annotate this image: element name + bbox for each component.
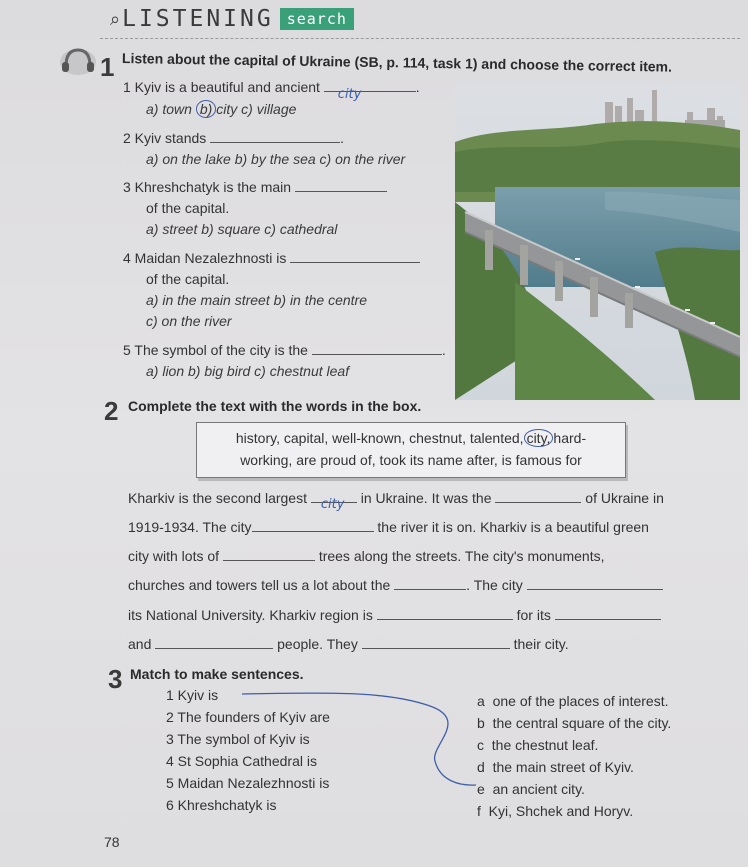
q2-options: a) on the lake b) by the sea c) on the river: [146, 151, 406, 167]
q5-stem: 5 The symbol of the city is the .: [123, 342, 446, 358]
q5-blank: [312, 354, 442, 355]
match-left-2: 2 The founders of Kyiv are: [166, 709, 330, 725]
text-blank-5: [527, 589, 663, 590]
q3-stem-2: of the capital.: [146, 200, 230, 216]
header-rule: [100, 38, 740, 39]
section-title: LISTENING: [122, 6, 274, 32]
q1-circled-b: b): [196, 100, 216, 118]
match-left-3: 3 The symbol of Kyiv is: [166, 731, 310, 747]
match-line-1-to-e: [230, 686, 480, 796]
q4-stem-2: of the capital.: [146, 271, 230, 287]
match-right-f: f Kyi, Shchek and Horyv.: [477, 803, 634, 819]
text-blank-2: [252, 531, 374, 532]
q1-handwritten-answer: city: [337, 87, 362, 102]
text-line-1: Kharkiv is the second largest city in Ukraine. It was the of Ukraine in: [128, 490, 664, 512]
q1-blank: [324, 87, 416, 102]
text-blank-1: [495, 502, 581, 503]
q5-options: a) lion b) big bird c) chestnut leaf: [146, 363, 350, 379]
blank-city-answer: [311, 497, 357, 512]
handwritten-city: city: [320, 497, 345, 512]
q2-blank: [210, 142, 340, 143]
text-line-5: its National University. Kharkiv region is for its: [128, 607, 661, 623]
exercise-2-number: 2: [104, 396, 119, 426]
exercise-1-number: 1: [100, 52, 115, 82]
search-icon: ⌕: [110, 8, 121, 30]
exercise-1-instruction: Listen about the capital of Ukraine (SB, p. 114, task 1) and choose the correct item.: [121, 50, 673, 75]
search-tag: search: [280, 8, 354, 30]
q3-stem: 3 Khreshchatyk is the main: [123, 179, 387, 195]
circled-word-city: city,: [524, 429, 554, 447]
page-number: 78: [104, 834, 120, 850]
text-blank-7: [555, 619, 661, 620]
q3-blank: [295, 191, 387, 192]
match-right-d: d the main street of Kyiv.: [477, 759, 634, 775]
text-line-3: city with lots of trees along the streets. The city's monuments,: [128, 548, 605, 564]
exercise-2-instruction: Complete the text with the words in the box.: [128, 398, 422, 414]
word-box-line-2: working, are proud of, took its name after, is famous for: [240, 452, 582, 468]
q2-stem: 2 Kyiv stands .: [123, 130, 345, 146]
q4-stem: 4 Maidan Nezalezhnosti is: [123, 250, 420, 266]
match-right-b: b the central square of the city.: [477, 715, 672, 731]
exercise-3-instruction: Match to make sentences.: [130, 666, 304, 682]
match-left-6: 6 Khreshchatyk is: [166, 797, 277, 813]
text-blank-4: [394, 589, 466, 590]
match-left-4: 4 St Sophia Cathedral is: [166, 753, 317, 769]
text-blank-8: [155, 648, 273, 649]
q4-blank: [290, 262, 420, 263]
q3-options: a) street b) square c) cathedral: [146, 221, 338, 237]
exercise-3-number: 3: [108, 664, 123, 694]
text-line-2: 1919-1934. The city the river it is on. Kharkiv is a beautiful green: [128, 519, 649, 535]
text-line-4: churches and towers tell us a lot about the . The city: [128, 577, 663, 593]
match-right-e: e an ancient city.: [477, 781, 585, 797]
q4-options-2: c) on the river: [146, 313, 232, 329]
word-box-line-1: history, capital, well-known, chestnut, talented, city, hard-: [235, 430, 587, 446]
q4-options: a) in the main street b) in the centre: [146, 292, 367, 308]
match-left-1: 1 Kyiv is: [166, 687, 219, 703]
text-blank-3: [223, 560, 315, 561]
text-blank-6: [377, 619, 513, 620]
word-box: [196, 422, 626, 478]
match-right-a: a one of the places of interest.: [477, 693, 669, 709]
kyiv-city-photo: [455, 82, 740, 400]
text-line-6: and people. They their city.: [128, 636, 569, 652]
section-header: [110, 6, 354, 32]
headphones-icon: [56, 44, 100, 78]
match-left-5: 5 Maidan Nezalezhnosti is: [166, 775, 330, 791]
q1-options: a) town b) city c) village: [146, 101, 297, 117]
text-blank-9: [362, 648, 510, 649]
q1-stem: 1 Kyiv is a beautiful and ancient city .: [123, 79, 420, 102]
match-right-c: c the chestnut leaf.: [477, 737, 599, 753]
